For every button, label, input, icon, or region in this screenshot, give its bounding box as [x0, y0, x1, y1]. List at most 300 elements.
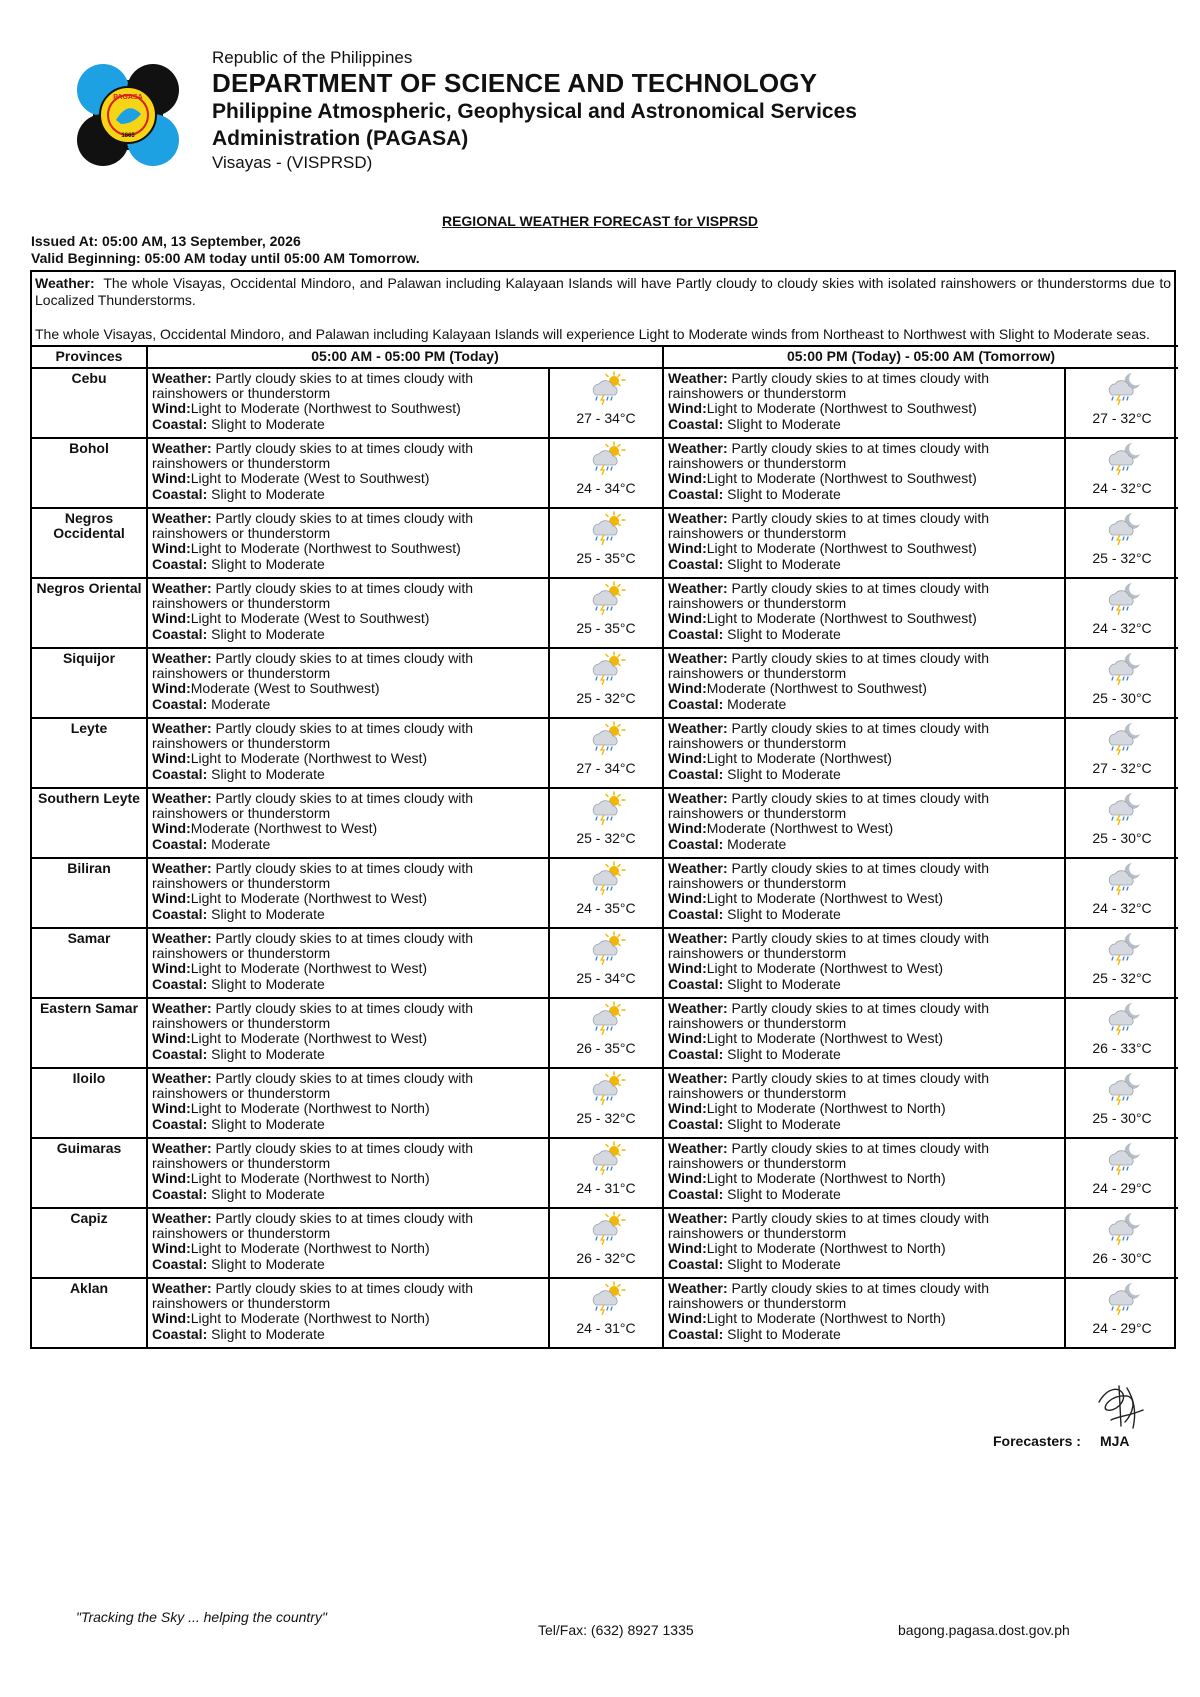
- night-forecast: [663, 1138, 1065, 1208]
- night-icon-cell: [1065, 1138, 1178, 1208]
- partly-cloudy-rain-thunder-day-icon: [554, 371, 658, 407]
- forecasters-label: Forecasters :: [993, 1433, 1081, 1449]
- forecast-box: [30, 270, 1176, 1349]
- summary-weather-text: The whole Visayas, Occidental Mindoro, and Palawan including Kalayaan Islands will have Partly cloudy to cloudy skies with isolated rainshowers or thunderstorms due to Localized Thunderstorms.: [35, 275, 1171, 308]
- weather-label: Weather:: [152, 930, 212, 946]
- wind-label: Wind:: [152, 820, 191, 837]
- night-temperature: 25 - 32°C: [1092, 550, 1152, 566]
- partly-cloudy-rain-thunder-night-icon: [1070, 1001, 1174, 1037]
- coastal-text: Slight to Moderate: [727, 555, 841, 572]
- svg-text:PAGASA: PAGASA: [113, 94, 143, 101]
- partly-cloudy-rain-thunder-night-icon: [1070, 651, 1174, 687]
- night-forecast: [663, 578, 1065, 648]
- day-forecast: [147, 928, 549, 998]
- summary-wind-text: The whole Visayas, Occidental Mindoro, and Palawan including Kalayaan Islands will experience Light to Moderate winds from Northeast to Northwest with Slight to Moderate seas.: [35, 326, 1150, 342]
- weather-text: Partly cloudy skies to at times cloudy with rainshowers or thunderstorm: [152, 440, 474, 472]
- coastal-label: Coastal:: [668, 695, 724, 712]
- weather-label: Weather:: [152, 1070, 212, 1086]
- table-row: [32, 1068, 1178, 1138]
- province-name: Leyte: [32, 718, 147, 788]
- wind-text: Light to Moderate (West to Southwest): [190, 610, 430, 627]
- night-icon-cell: [1065, 1068, 1178, 1138]
- wind-label: Wind:: [152, 1100, 191, 1117]
- coastal-text: Moderate: [211, 835, 271, 852]
- issued-at: Issued At: 05:00 AM, 13 September, 2026: [31, 233, 301, 249]
- wind-text: Light to Moderate (Northwest to North): [706, 1310, 946, 1327]
- weather-text: Partly cloudy skies to at times cloudy with rainshowers or thunderstorm: [668, 580, 990, 612]
- province-name: Capiz: [32, 1208, 147, 1278]
- weather-label: Weather:: [668, 720, 728, 736]
- coastal-text: Slight to Moderate: [727, 975, 841, 992]
- day-temperature: 25 - 35°C: [576, 550, 636, 566]
- wind-text: Light to Moderate (Northwest to Southwest): [706, 610, 977, 627]
- wind-label: Wind:: [668, 680, 707, 697]
- day-icon-cell: [549, 368, 663, 438]
- weather-label: Weather:: [668, 440, 728, 456]
- website-link[interactable]: bagong.pagasa.dost.gov.ph: [898, 1622, 1070, 1638]
- wind-text: Light to Moderate (Northwest to West): [706, 960, 944, 977]
- day-temperature: 25 - 35°C: [576, 620, 636, 636]
- day-icon-cell: [549, 718, 663, 788]
- wind-label: Wind:: [668, 1310, 707, 1327]
- wind-text: Light to Moderate (Northwest to Southwest): [706, 540, 977, 557]
- weather-label: Weather:: [152, 790, 212, 806]
- day-forecast: [147, 1138, 549, 1208]
- night-temperature: 24 - 32°C: [1092, 900, 1152, 916]
- night-temperature: 24 - 29°C: [1092, 1180, 1152, 1196]
- weather-label: Weather:: [152, 510, 212, 526]
- coastal-text: Slight to Moderate: [211, 905, 325, 922]
- night-temperature: 26 - 33°C: [1092, 1040, 1152, 1056]
- partly-cloudy-rain-thunder-night-icon: [1070, 1211, 1174, 1247]
- coastal-text: Slight to Moderate: [211, 975, 325, 992]
- coastal-text: Slight to Moderate: [727, 765, 841, 782]
- day-icon-cell: [549, 1068, 663, 1138]
- wind-text: Light to Moderate (West to Southwest): [190, 470, 430, 487]
- weather-text: Partly cloudy skies to at times cloudy with rainshowers or thunderstorm: [152, 1280, 474, 1312]
- province-name: Southern Leyte: [32, 788, 147, 858]
- day-forecast: [147, 368, 549, 438]
- weather-text: Partly cloudy skies to at times cloudy with rainshowers or thunderstorm: [668, 1280, 990, 1312]
- day-temperature: 24 - 31°C: [576, 1180, 636, 1196]
- day-forecast: [147, 1068, 549, 1138]
- table-row: [32, 508, 1178, 578]
- day-forecast: [147, 578, 549, 648]
- weather-text: Partly cloudy skies to at times cloudy with rainshowers or thunderstorm: [668, 860, 990, 892]
- table-row: [32, 788, 1178, 858]
- table-row: [32, 1278, 1178, 1347]
- weather-text: Partly cloudy skies to at times cloudy with rainshowers or thunderstorm: [152, 1000, 474, 1032]
- night-temperature: 25 - 32°C: [1092, 970, 1152, 986]
- night-icon-cell: [1065, 788, 1178, 858]
- wind-label: Wind:: [152, 540, 191, 557]
- wind-label: Wind:: [668, 960, 707, 977]
- weather-label: Weather:: [152, 720, 212, 736]
- day-forecast: [147, 718, 549, 788]
- partly-cloudy-rain-thunder-night-icon: [1070, 861, 1174, 897]
- coastal-label: Coastal:: [152, 1325, 208, 1342]
- weather-label: Weather:: [668, 650, 728, 666]
- coastal-text: Slight to Moderate: [211, 1325, 325, 1342]
- coastal-text: Slight to Moderate: [727, 1185, 841, 1202]
- telfax: Tel/Fax: (632) 8927 1335: [538, 1622, 694, 1638]
- partly-cloudy-rain-thunder-night-icon: [1070, 1141, 1174, 1177]
- wind-label: Wind:: [668, 1030, 707, 1047]
- weather-summary: [32, 272, 1174, 345]
- forecasters: [993, 1433, 1130, 1449]
- division-name: Visayas - (VISPRSD): [212, 153, 373, 172]
- coastal-text: Slight to Moderate: [211, 415, 325, 432]
- province-name: Negros Occidental: [32, 508, 147, 578]
- day-forecast: [147, 788, 549, 858]
- weather-label: Weather:: [668, 1140, 728, 1156]
- coastal-text: Slight to Moderate: [727, 1045, 841, 1062]
- coastal-label: Coastal:: [152, 485, 208, 502]
- issue-info: [31, 233, 420, 267]
- weather-label: Weather:: [152, 650, 212, 666]
- weather-text: Partly cloudy skies to at times cloudy with rainshowers or thunderstorm: [152, 580, 474, 612]
- wind-text: Moderate (Northwest to West): [706, 820, 894, 837]
- wind-text: Light to Moderate (Northwest to West): [190, 890, 428, 907]
- wind-label: Wind:: [152, 1240, 191, 1257]
- weather-label: Weather:: [152, 1000, 212, 1016]
- coastal-label: Coastal:: [152, 1255, 208, 1272]
- night-forecast: [663, 438, 1065, 508]
- wind-label: Wind:: [152, 470, 191, 487]
- motto: "Tracking the Sky ... helping the country": [76, 1609, 327, 1625]
- wind-label: Wind:: [668, 890, 707, 907]
- wind-text: Moderate (Northwest to West): [190, 820, 378, 837]
- weather-label: Weather:: [668, 1280, 728, 1296]
- day-temperature: 25 - 32°C: [576, 690, 636, 706]
- coastal-label: Coastal:: [152, 975, 208, 992]
- wind-text: Light to Moderate (Northwest to West): [190, 960, 428, 977]
- forecast-table: [32, 345, 1178, 1347]
- weather-text: Partly cloudy skies to at times cloudy with rainshowers or thunderstorm: [152, 720, 474, 752]
- weather-label: Weather:: [668, 1000, 728, 1016]
- weather-text: Partly cloudy skies to at times cloudy with rainshowers or thunderstorm: [668, 930, 990, 962]
- wind-text: Light to Moderate (Northwest to Southwest): [190, 540, 461, 557]
- letterhead: [212, 47, 857, 173]
- wind-text: Light to Moderate (Northwest to North): [190, 1170, 430, 1187]
- coastal-label: Coastal:: [152, 905, 208, 922]
- wind-text: Light to Moderate (Northwest to West): [190, 750, 428, 767]
- valid-beginning: Valid Beginning: 05:00 AM today until 05:00 AM Tomorrow.: [31, 250, 420, 266]
- day-temperature: 27 - 34°C: [576, 760, 636, 776]
- coastal-text: Slight to Moderate: [727, 485, 841, 502]
- weather-label: Weather:: [668, 580, 728, 596]
- day-icon-cell: [549, 928, 663, 998]
- province-name: Siquijor: [32, 648, 147, 718]
- partly-cloudy-rain-thunder-day-icon: [554, 721, 658, 757]
- night-icon-cell: [1065, 648, 1178, 718]
- night-forecast: [663, 1278, 1065, 1347]
- partly-cloudy-rain-thunder-night-icon: [1070, 441, 1174, 477]
- coastal-text: Moderate: [727, 835, 787, 852]
- wind-text: Light to Moderate (Northwest to Southwest): [706, 470, 977, 487]
- province-name: Bohol: [32, 438, 147, 508]
- partly-cloudy-rain-thunder-day-icon: [554, 1001, 658, 1037]
- coastal-text: Slight to Moderate: [211, 1255, 325, 1272]
- department-name: DEPARTMENT OF SCIENCE AND TECHNOLOGY: [212, 68, 818, 98]
- table-row: [32, 858, 1178, 928]
- weather-text: Partly cloudy skies to at times cloudy with rainshowers or thunderstorm: [152, 1210, 474, 1242]
- day-icon-cell: [549, 578, 663, 648]
- night-forecast: [663, 1208, 1065, 1278]
- coastal-label: Coastal:: [668, 1255, 724, 1272]
- table-header-row: [32, 346, 1178, 368]
- coastal-label: Coastal:: [668, 1115, 724, 1132]
- partly-cloudy-rain-thunder-night-icon: [1070, 1071, 1174, 1107]
- wind-text: Light to Moderate (Northwest to Southwest): [706, 400, 977, 417]
- wind-text: Light to Moderate (Northwest to North): [190, 1310, 430, 1327]
- weather-text: Partly cloudy skies to at times cloudy with rainshowers or thunderstorm: [668, 440, 990, 472]
- night-temperature: 27 - 32°C: [1092, 760, 1152, 776]
- coastal-label: Coastal:: [152, 415, 208, 432]
- weather-text: Partly cloudy skies to at times cloudy with rainshowers or thunderstorm: [152, 650, 474, 682]
- partly-cloudy-rain-thunder-day-icon: [554, 581, 658, 617]
- forecaster-initials: MJA: [1099, 1433, 1130, 1449]
- weather-label: Weather:: [668, 790, 728, 806]
- day-temperature: 25 - 32°C: [576, 830, 636, 846]
- table-row: [32, 1208, 1178, 1278]
- night-icon-cell: [1065, 508, 1178, 578]
- republic-label: Republic of the Philippines: [212, 48, 413, 67]
- partly-cloudy-rain-thunder-day-icon: [554, 931, 658, 967]
- day-icon-cell: [549, 998, 663, 1068]
- province-name: Negros Oriental: [32, 578, 147, 648]
- coastal-text: Slight to Moderate: [211, 625, 325, 642]
- coastal-label: Coastal:: [668, 485, 724, 502]
- coastal-label: Coastal:: [668, 415, 724, 432]
- night-icon-cell: [1065, 1278, 1178, 1347]
- coastal-text: Slight to Moderate: [211, 765, 325, 782]
- weather-text: Partly cloudy skies to at times cloudy with rainshowers or thunderstorm: [668, 510, 990, 542]
- table-row: [32, 578, 1178, 648]
- night-temperature: 25 - 30°C: [1092, 830, 1152, 846]
- wind-label: Wind:: [668, 750, 707, 767]
- night-temperature: 25 - 30°C: [1092, 1110, 1152, 1126]
- night-icon-cell: [1065, 578, 1178, 648]
- wind-text: Light to Moderate (Northwest to West): [706, 1030, 944, 1047]
- table-row: [32, 1138, 1178, 1208]
- summary-label: Weather:: [35, 275, 95, 291]
- wind-label: Wind:: [152, 680, 191, 697]
- weather-label: Weather:: [152, 1210, 212, 1226]
- wind-text: Light to Moderate (Northwest to Southwest): [190, 400, 461, 417]
- partly-cloudy-rain-thunder-day-icon: [554, 511, 658, 547]
- wind-label: Wind:: [152, 960, 191, 977]
- weather-label: Weather:: [152, 580, 212, 596]
- wind-label: Wind:: [668, 1100, 707, 1117]
- day-icon-cell: [549, 858, 663, 928]
- night-temperature: 24 - 32°C: [1092, 620, 1152, 636]
- coastal-text: Slight to Moderate: [727, 1255, 841, 1272]
- night-forecast: [663, 858, 1065, 928]
- day-temperature: 25 - 32°C: [576, 1110, 636, 1126]
- wind-text: Light to Moderate (Northwest to North): [706, 1170, 946, 1187]
- weather-text: Partly cloudy skies to at times cloudy with rainshowers or thunderstorm: [152, 1140, 474, 1172]
- partly-cloudy-rain-thunder-day-icon: [554, 791, 658, 827]
- coastal-text: Moderate: [211, 695, 271, 712]
- partly-cloudy-rain-thunder-night-icon: [1070, 791, 1174, 827]
- night-icon-cell: [1065, 928, 1178, 998]
- province-name: Biliran: [32, 858, 147, 928]
- partly-cloudy-rain-thunder-day-icon: [554, 441, 658, 477]
- wind-text: Moderate (Northwest to Southwest): [706, 680, 927, 697]
- wind-label: Wind:: [152, 1030, 191, 1047]
- wind-label: Wind:: [668, 400, 707, 417]
- weather-label: Weather:: [668, 1070, 728, 1086]
- weather-text: Partly cloudy skies to at times cloudy with rainshowers or thunderstorm: [668, 1070, 990, 1102]
- coastal-label: Coastal:: [152, 625, 208, 642]
- weather-text: Partly cloudy skies to at times cloudy with rainshowers or thunderstorm: [668, 1140, 990, 1172]
- wind-label: Wind:: [152, 400, 191, 417]
- day-icon-cell: [549, 788, 663, 858]
- table-row: [32, 648, 1178, 718]
- table-row: [32, 368, 1178, 438]
- coastal-text: Slight to Moderate: [211, 485, 325, 502]
- coastal-label: Coastal:: [668, 1185, 724, 1202]
- coastal-text: Slight to Moderate: [727, 1115, 841, 1132]
- wind-label: Wind:: [668, 820, 707, 837]
- coastal-label: Coastal:: [668, 765, 724, 782]
- wind-label: Wind:: [668, 1170, 707, 1187]
- wind-label: Wind:: [668, 1240, 707, 1257]
- table-row: [32, 718, 1178, 788]
- coastal-label: Coastal:: [152, 555, 208, 572]
- weather-label: Weather:: [668, 510, 728, 526]
- partly-cloudy-rain-thunder-night-icon: [1070, 1281, 1174, 1317]
- weather-text: Partly cloudy skies to at times cloudy with rainshowers or thunderstorm: [668, 370, 990, 402]
- coastal-text: Slight to Moderate: [727, 415, 841, 432]
- night-forecast: [663, 368, 1065, 438]
- coastal-label: Coastal:: [152, 835, 208, 852]
- document-title: REGIONAL WEATHER FORECAST for VISPRSD: [441, 213, 759, 229]
- night-icon-cell: [1065, 718, 1178, 788]
- partly-cloudy-rain-thunder-day-icon: [554, 1211, 658, 1247]
- day-temperature: 26 - 35°C: [576, 1040, 636, 1056]
- province-name: Eastern Samar: [32, 998, 147, 1068]
- wind-text: Light to Moderate (Northwest to North): [706, 1240, 946, 1257]
- night-icon-cell: [1065, 368, 1178, 438]
- wind-text: Light to Moderate (Northwest to West): [706, 890, 944, 907]
- province-name: Aklan: [32, 1278, 147, 1347]
- night-forecast: [663, 928, 1065, 998]
- coastal-label: Coastal:: [668, 1325, 724, 1342]
- wind-label: Wind:: [152, 890, 191, 907]
- day-temperature: 25 - 34°C: [576, 970, 636, 986]
- province-name: Samar: [32, 928, 147, 998]
- night-forecast: [663, 998, 1065, 1068]
- coastal-label: Coastal:: [668, 555, 724, 572]
- weather-label: Weather:: [668, 370, 728, 386]
- wind-label: Wind:: [152, 1310, 191, 1327]
- partly-cloudy-rain-thunder-day-icon: [554, 1141, 658, 1177]
- weather-label: Weather:: [152, 860, 212, 876]
- weather-label: Weather:: [668, 1210, 728, 1226]
- coastal-text: Slight to Moderate: [211, 1185, 325, 1202]
- partly-cloudy-rain-thunder-day-icon: [554, 1071, 658, 1107]
- wind-label: Wind:: [152, 1170, 191, 1187]
- wind-text: Light to Moderate (Northwest to West): [190, 1030, 428, 1047]
- weather-label: Weather:: [668, 930, 728, 946]
- partly-cloudy-rain-thunder-night-icon: [1070, 721, 1174, 757]
- day-forecast: [147, 1278, 549, 1347]
- night-icon-cell: [1065, 1208, 1178, 1278]
- weather-text: Partly cloudy skies to at times cloudy with rainshowers or thunderstorm: [668, 650, 990, 682]
- header-tomorrow: 05:00 PM (Today) - 05:00 AM (Tomorrow): [663, 346, 1178, 368]
- weather-text: Partly cloudy skies to at times cloudy with rainshowers or thunderstorm: [152, 510, 474, 542]
- weather-text: Partly cloudy skies to at times cloudy with rainshowers or thunderstorm: [152, 860, 474, 892]
- header-today: 05:00 AM - 05:00 PM (Today): [147, 346, 663, 368]
- weather-text: Partly cloudy skies to at times cloudy with rainshowers or thunderstorm: [152, 1070, 474, 1102]
- province-name: Guimaras: [32, 1138, 147, 1208]
- wind-text: Moderate (West to Southwest): [190, 680, 380, 697]
- night-temperature: 26 - 30°C: [1092, 1250, 1152, 1266]
- partly-cloudy-rain-thunder-night-icon: [1070, 581, 1174, 617]
- day-temperature: 26 - 32°C: [576, 1250, 636, 1266]
- day-forecast: [147, 998, 549, 1068]
- pagasa-logo: [75, 62, 181, 168]
- weather-text: Partly cloudy skies to at times cloudy with rainshowers or thunderstorm: [668, 720, 990, 752]
- day-icon-cell: [549, 1138, 663, 1208]
- coastal-text: Slight to Moderate: [727, 1325, 841, 1342]
- coastal-label: Coastal:: [668, 905, 724, 922]
- coastal-label: Coastal:: [152, 765, 208, 782]
- province-name: Iloilo: [32, 1068, 147, 1138]
- coastal-label: Coastal:: [668, 625, 724, 642]
- agency-name-line1: Philippine Atmospheric, Geophysical and Astronomical Services: [212, 100, 857, 123]
- night-forecast: [663, 718, 1065, 788]
- table-row: [32, 998, 1178, 1068]
- wind-label: Wind:: [668, 610, 707, 627]
- partly-cloudy-rain-thunder-night-icon: [1070, 371, 1174, 407]
- weather-label: Weather:: [668, 860, 728, 876]
- day-icon-cell: [549, 508, 663, 578]
- night-temperature: 24 - 32°C: [1092, 480, 1152, 496]
- day-icon-cell: [549, 1278, 663, 1347]
- night-icon-cell: [1065, 998, 1178, 1068]
- weather-text: Partly cloudy skies to at times cloudy with rainshowers or thunderstorm: [152, 370, 474, 402]
- night-forecast: [663, 1068, 1065, 1138]
- coastal-text: Slight to Moderate: [211, 1045, 325, 1062]
- weather-text: Partly cloudy skies to at times cloudy with rainshowers or thunderstorm: [668, 1210, 990, 1242]
- day-icon-cell: [549, 1208, 663, 1278]
- day-temperature: 24 - 31°C: [576, 1320, 636, 1336]
- weather-text: Partly cloudy skies to at times cloudy with rainshowers or thunderstorm: [668, 1000, 990, 1032]
- night-icon-cell: [1065, 438, 1178, 508]
- weather-label: Weather:: [152, 1280, 212, 1296]
- coastal-label: Coastal:: [668, 835, 724, 852]
- table-row: [32, 928, 1178, 998]
- wind-label: Wind:: [668, 470, 707, 487]
- coastal-text: Slight to Moderate: [727, 625, 841, 642]
- province-name: Cebu: [32, 368, 147, 438]
- weather-text: Partly cloudy skies to at times cloudy with rainshowers or thunderstorm: [152, 790, 474, 822]
- coastal-text: Slight to Moderate: [727, 905, 841, 922]
- night-temperature: 25 - 30°C: [1092, 690, 1152, 706]
- day-forecast: [147, 508, 549, 578]
- night-forecast: [663, 788, 1065, 858]
- coastal-label: Coastal:: [152, 1185, 208, 1202]
- coastal-text: Moderate: [727, 695, 787, 712]
- coastal-text: Slight to Moderate: [211, 1115, 325, 1132]
- coastal-text: Slight to Moderate: [211, 555, 325, 572]
- coastal-label: Coastal:: [152, 1045, 208, 1062]
- svg-text:1865: 1865: [121, 133, 135, 139]
- day-temperature: 27 - 34°C: [576, 410, 636, 426]
